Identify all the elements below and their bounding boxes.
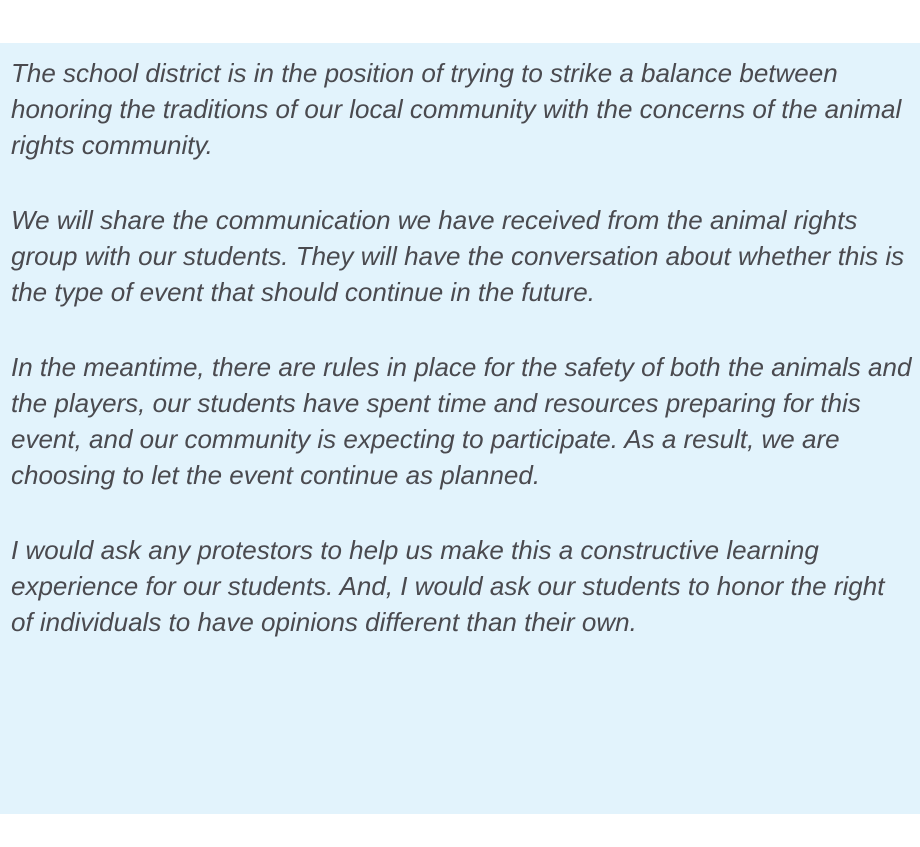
quote-paragraph-4: I would ask any protestors to help us make this a constructive learning experience for our students. And, I would ask our students to honor the right of individuals to have opinions different than their own. [11, 535, 885, 637]
quote-paragraph-2: We will share the communication we have received from the animal rights group with our students. They will have the conversation about whether this is the type of event that should continue in the future. [11, 205, 905, 307]
quote-paragraph-3: In the meantime, there are rules in place for the safety of both the animals and the players, our students have spent time and resources preparing for this event, and our community is expecting to participate. As a result, we are choosing to let the event continue as planned. [11, 352, 912, 490]
quote-box [0, 43, 920, 814]
quote-paragraph-1: The school district is in the position of trying to strike a balance between honoring the traditions of our local community with the concerns of the animal rights community. [11, 58, 902, 160]
